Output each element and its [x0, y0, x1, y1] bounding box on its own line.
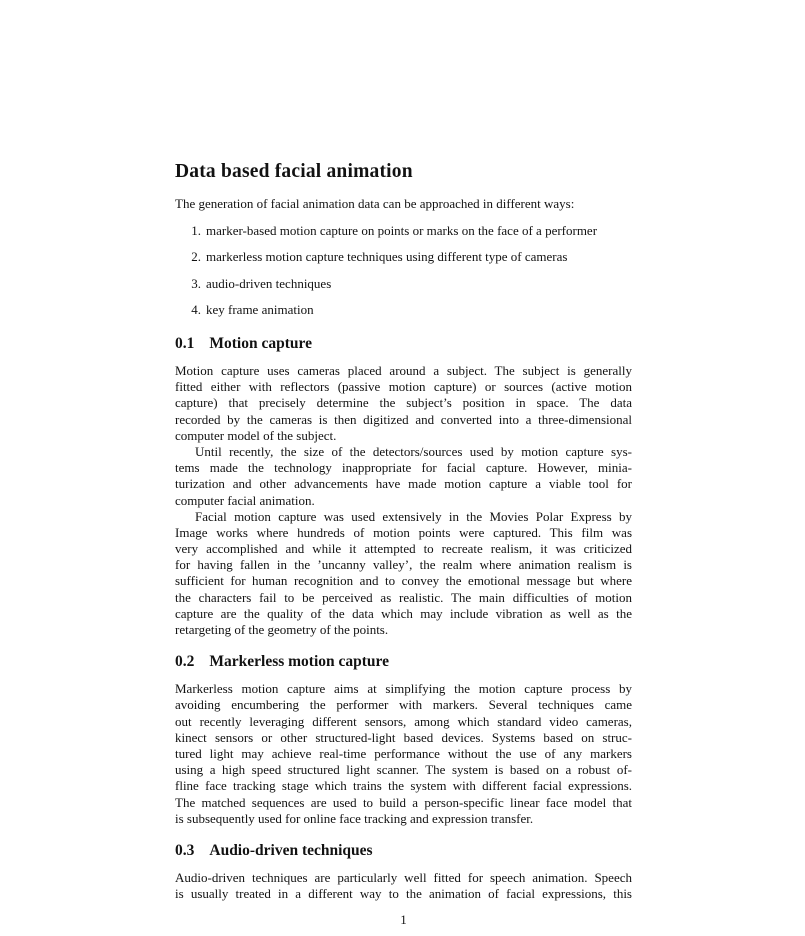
- paragraph: [175, 681, 632, 827]
- list-item: [175, 223, 632, 239]
- list-item-text: markerless motion capture techniques using different type of cameras: [206, 249, 568, 265]
- text-line: kinect sensors or other structured-light based devices. Systems based on struc-: [175, 729, 632, 745]
- list-item-number: 2.: [191, 249, 201, 265]
- section: [175, 841, 632, 902]
- list-item-text: marker-based motion capture on points or marks on the face of a performer: [206, 223, 598, 239]
- text-line: turization and other advancements have made motion capture a viable tool for: [175, 476, 632, 492]
- text-line: capture) that precisely determine the subject’s position in space. The data: [175, 395, 632, 411]
- text-line: computer facial animation.: [175, 492, 315, 508]
- section: [175, 652, 632, 827]
- text-line: Motion capture uses cameras placed around a subject. The subject is generally: [175, 363, 632, 379]
- text-line: using a high speed structured light scanner. The system is based on a robust of-: [175, 762, 632, 778]
- list-item: [175, 276, 632, 292]
- text-line: Markerless motion capture aims at simplifying the motion capture process by: [175, 681, 632, 697]
- section-title: Audio-driven techniques: [209, 841, 373, 859]
- text-line: avoiding encumbering the performer with markers. Several techniques came: [175, 697, 632, 713]
- text-line: is usually treated in a different way to the animation of facial expressions, this: [175, 886, 632, 902]
- text-line: capture are the quality of the data which may include vibration as well as the: [175, 605, 632, 621]
- text-block: [175, 161, 632, 902]
- paragraph: [175, 509, 632, 639]
- list-item-number: 3.: [191, 275, 201, 291]
- numbered-list: [175, 223, 632, 318]
- text-line: Until recently, the size of the detectors/sources used by motion capture sys-: [195, 443, 632, 459]
- paragraph: [175, 444, 632, 509]
- paragraph: [175, 363, 632, 444]
- text-line: is subsequently used for online face tracking and expression transfer.: [175, 810, 534, 826]
- list-item: [175, 302, 632, 318]
- list-item-text: audio-driven techniques: [206, 275, 332, 291]
- text-line: computer model of the subject.: [175, 427, 337, 443]
- list-item-number: 4.: [191, 301, 201, 317]
- text-line: the characters fail to be perceived as realistic. The main difficulties of motion: [175, 589, 632, 605]
- intro-paragraph: The generation of facial animation data can be approached in different ways:: [175, 196, 575, 211]
- text-line: fitted either with reflectors (passive motion capture) or sources (active motion: [175, 379, 632, 395]
- section: [175, 334, 632, 638]
- list-item: [175, 249, 632, 265]
- text-line: tured light may achieve real-time performance without the use of any markers: [175, 745, 632, 761]
- section-title: Motion capture: [209, 335, 312, 353]
- paragraph: [175, 870, 632, 902]
- text-line: for having fallen in the ’uncanny valley’, the realm where animation realism is: [175, 557, 632, 573]
- text-line: tems made the technology inappropriate for facial capture. However, minia-: [175, 460, 632, 476]
- section-heading: [175, 334, 632, 353]
- text-line: The matched sequences are used to build a person-specific linear face model that: [175, 794, 632, 810]
- text-line: recorded by the cameras is then digitized and converted into a three-dimensional: [175, 411, 632, 427]
- text-line: sufficient for human recognition and to convey the emotional message but where: [175, 573, 632, 589]
- text-line: fline face tracking stage which trains the system with different facial expressions.: [175, 778, 632, 794]
- section-number: 0.1: [175, 335, 195, 353]
- text-line: retargeting of the geometry of the points.: [175, 622, 389, 638]
- text-line: very accomplished and while it attempted to recreate realism, it was criticized: [175, 541, 632, 557]
- text-line: Audio-driven techniques are particularly well fitted for speech animation. Speech: [175, 869, 632, 885]
- section-title: Markerless motion capture: [209, 653, 390, 671]
- text-line: out recently leveraging different sensors, among which standard video cameras,: [175, 713, 632, 729]
- section-number: 0.3: [175, 841, 195, 859]
- sections-container: [175, 334, 632, 902]
- section-heading: [175, 841, 632, 860]
- document-title: Data based facial animation: [175, 161, 413, 182]
- section-number: 0.2: [175, 653, 195, 671]
- page-number: 1: [400, 912, 407, 927]
- text-line: Facial motion capture was used extensively in the Movies Polar Express by: [195, 508, 632, 524]
- list-item-text: key frame animation: [206, 301, 314, 317]
- text-line: Image works where hundreds of motion points were captured. This film was: [175, 524, 632, 540]
- section-heading: [175, 652, 632, 671]
- list-item-number: 1.: [191, 223, 201, 239]
